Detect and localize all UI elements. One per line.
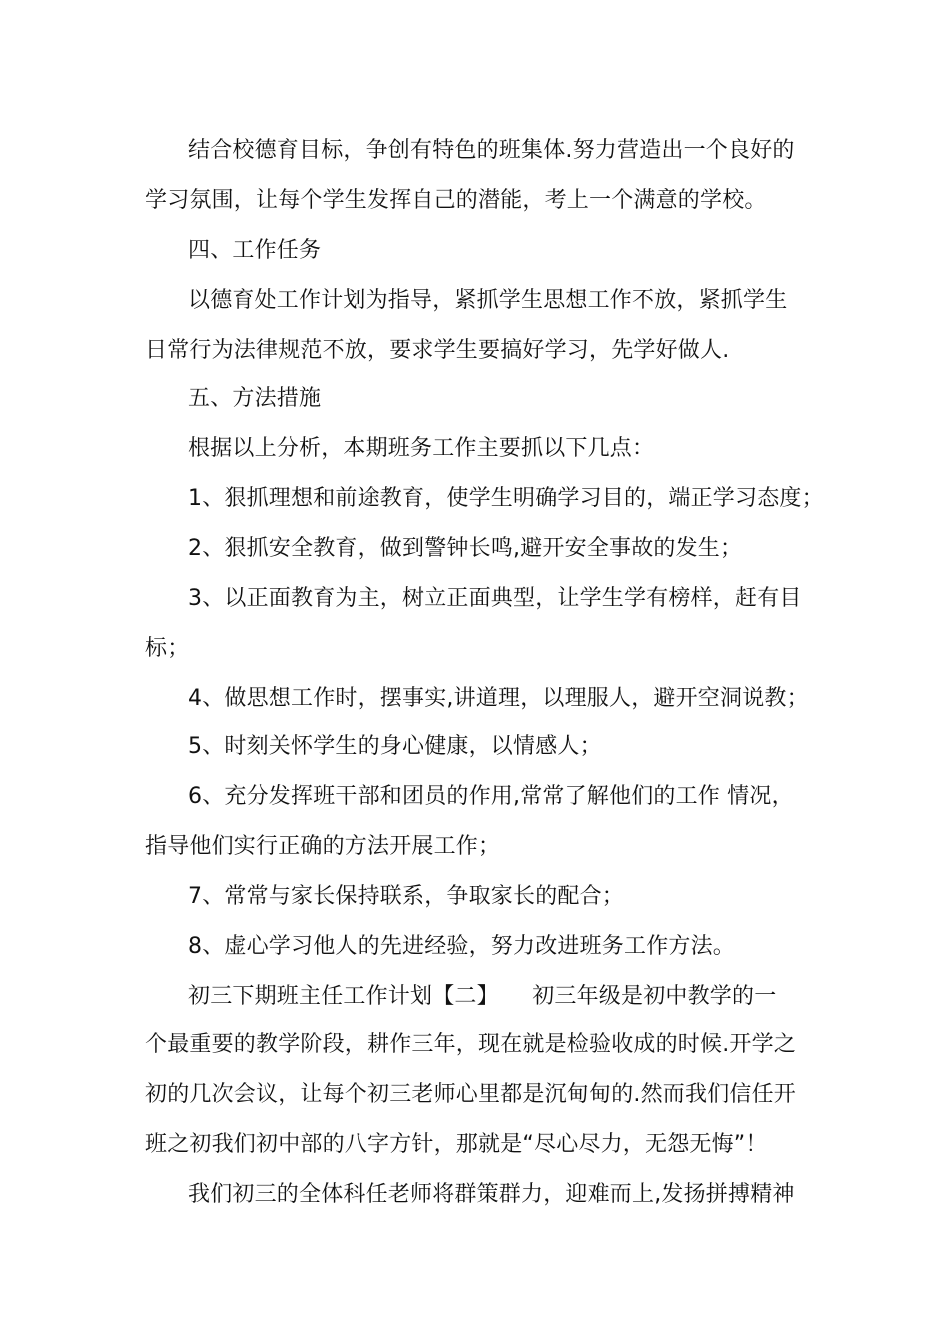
list-item: 5、时刻关怀学生的身心健康，以情感人；	[188, 734, 602, 759]
list-item: 2、狠抓安全教育，做到警钟长鸣,避开安全事故的发生；	[188, 536, 743, 561]
paragraph-line: 班之初我们初中部的八字方针，那就是“尽心尽力，无怨无悔”！	[145, 1132, 768, 1157]
list-item: 8、虚心学习他人的先进经验，努力改进班务工作方法。	[188, 934, 735, 959]
list-item: 3、以正面教育为主，树立正面典型，让学生学有榜样，赶有目	[188, 586, 802, 611]
list-item-continuation: 指导他们实行正确的方法开展工作；	[145, 834, 501, 859]
list-item-continuation: 标；	[145, 636, 190, 661]
paragraph-line: 初三下期班主任工作计划【二】 初三年级是初中教学的一	[188, 984, 777, 1009]
section-heading: 四、工作任务	[188, 238, 322, 263]
paragraph-line: 根据以上分析，本期班务工作主要抓以下几点：	[188, 436, 655, 461]
paragraph-line: 结合校德育目标，争创有特色的班集体.努力营造出一个良好的	[188, 138, 795, 163]
list-item: 4、做思想工作时，摆事实,讲道理，以理服人，避开空洞说教；	[188, 686, 809, 711]
section-heading: 五、方法措施	[188, 386, 322, 411]
paragraph-line: 学习氛围，让每个学生发挥自己的潜能，考上一个满意的学校。	[145, 188, 767, 213]
paragraph-line: 我们初三的全体科任老师将群策群力，迎难而上,发扬拼搏精神	[188, 1182, 795, 1207]
paragraph-line: 个最重要的教学阶段，耕作三年，现在就是检验收成的时候.开学之	[145, 1032, 796, 1057]
paragraph-line: 日常行为法律规范不放，要求学生要搞好学习，先学好做人.	[145, 338, 730, 363]
list-item: 1、狠抓理想和前途教育，使学生明确学习目的，端正学习态度；	[188, 486, 824, 511]
paragraph-line: 初的几次会议，让每个初三老师心里都是沉甸甸的.然而我们信任开	[145, 1082, 796, 1107]
list-item: 6、充分发挥班干部和团员的作用,常常了解他们的工作 情况，	[188, 784, 794, 809]
list-item: 7、常常与家长保持联系，争取家长的配合；	[188, 884, 624, 909]
paragraph-line: 以德育处工作计划为指导，紧抓学生思想工作不放，紧抓学生	[188, 288, 788, 313]
